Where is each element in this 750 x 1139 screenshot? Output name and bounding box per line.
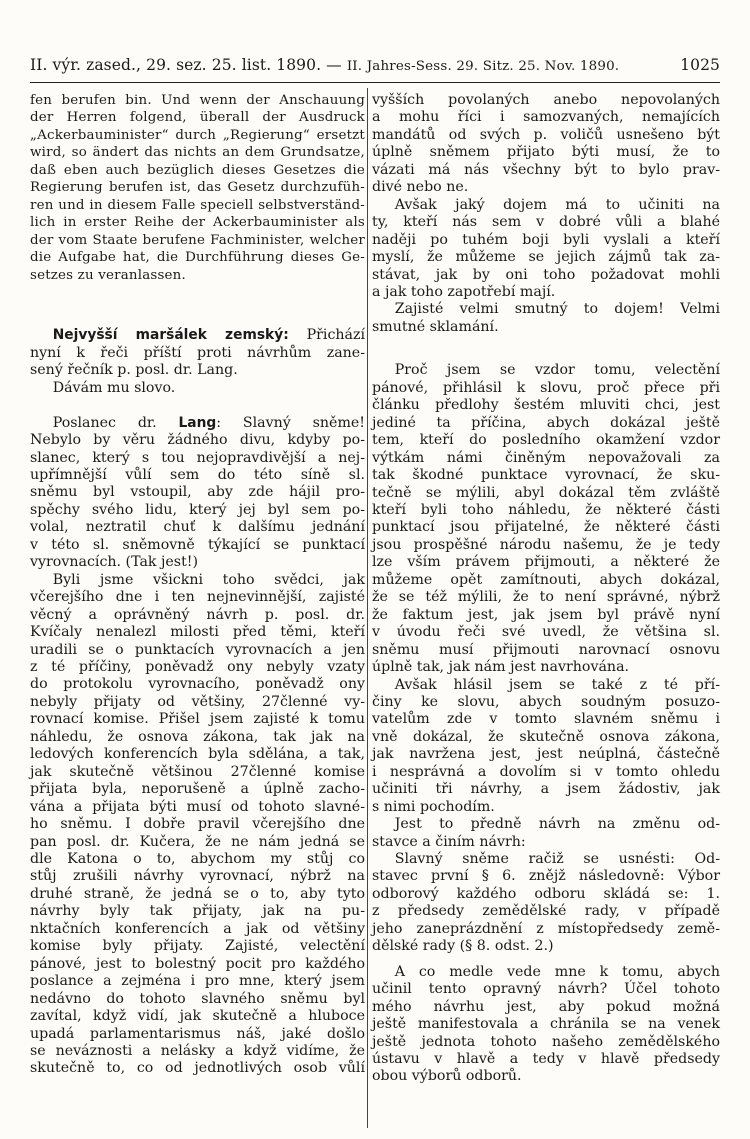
german-line: lich in erster Reihe der Ackerbauminister als — [30, 215, 365, 231]
text-line: ještě jednota tohoto našeho zemědělského — [372, 1033, 720, 1050]
paragraph-p1 — [372, 92, 720, 197]
marshal-line: sený řečník p. posl. dr. Lang. — [30, 362, 238, 379]
speech-line: včerejšího dne i ten nejnevinnější, zajisté — [30, 589, 365, 606]
text-line: že faktum jest, jak jsem byl právě nyní — [372, 606, 720, 623]
speech-line: návrhy byly tak přijaty, jak na pu- — [30, 903, 365, 920]
speech-line: uradili se o punktacích vyrovnacích a jen — [30, 641, 365, 658]
text-line: a jak toho zapotřebí mají. — [372, 283, 556, 300]
text-line: Proč jsem se vzdor tomu, velectění — [394, 362, 720, 379]
german-line: der Herren folgend, überall der Ausdruck — [30, 110, 365, 126]
speech-paragraph — [30, 415, 365, 1078]
text-line: jediné ta příčina, abych dokázal ještě — [372, 414, 720, 431]
text-line: divé nebo ne. — [372, 179, 469, 196]
speech-line: slanec, který s tou nejopravdivější a nej- — [30, 449, 365, 466]
header-rule — [30, 82, 720, 83]
speech-line: druhé straně, že jedná se o to, aby tyto — [30, 885, 365, 902]
text-line: jeho zaneprázdnění z místopředsedy země- — [372, 920, 720, 937]
text-line: úplně tak, jak nám jest navrhována. — [372, 659, 630, 676]
speech-line: poslance a zejména i pro mne, který jsem — [30, 973, 365, 990]
marshal-line: Přichází — [306, 327, 365, 344]
german-line: daß eben auch bezüglich dieses Gesetzes die — [30, 162, 365, 178]
speech-line: z té příčiny, poněvadž ony nebyly vzaty — [30, 659, 365, 676]
text-line: učinil tento opravný návrh? Účel tohoto — [372, 981, 720, 998]
marshal-speaker: Nejvyšší maršálek zemský: — [52, 327, 289, 344]
text-line: A co medle vede mne k tomu, abych — [394, 963, 720, 980]
speech-line: spěchy svého lidu, který jej byl sem po- — [30, 501, 365, 518]
text-line: obou výborů odborů. — [372, 1068, 522, 1085]
text-line: dělské rady (§ 8. odst. 2.) — [372, 938, 554, 955]
text-line: stavce a činím návrh: — [372, 833, 526, 850]
speaker-prefix: Poslanec dr. — [52, 414, 157, 431]
text-line: ústavu v hlavě a tedy v hlavě předsedy — [372, 1051, 720, 1068]
text-line: tem, kteří do posledního okamžení vzdor — [372, 432, 720, 449]
text-line: mandátů od svých p. voličů usnešeno být — [372, 126, 720, 143]
speech-line: upřímnější vůlí sem do této síně sl. — [30, 467, 365, 484]
speech-line: náhledu, že osnova zákona, tak jak na — [30, 728, 365, 745]
speech-line: přijata byla, neporušeně a úplně zacho- — [30, 781, 365, 798]
speech-line: vána a přijata býti musí od tohoto slavné- — [30, 798, 365, 815]
speech-line: upadá parlamentarismus náš, jaké došlo — [30, 1025, 365, 1042]
text-line: sněmu musí přijmouti narovnací osnovu — [372, 641, 720, 658]
column-divider — [367, 88, 368, 1128]
paragraph-p6 — [372, 816, 720, 851]
text-line: úplně sněmem přijato býti musí, že to — [372, 144, 720, 161]
paragraph-p5 — [372, 677, 720, 817]
header-dash: — — [326, 56, 342, 74]
text-line: ty, kteří nás sem v dobré vůli a blahé — [372, 214, 720, 231]
text-line: punktací jsou přijatelné, že některé části — [372, 519, 720, 536]
text-line: mého návrhu jest, aby pokud možná — [372, 998, 720, 1015]
paragraph-p2 — [372, 197, 720, 302]
header-german-title: II. Jahres-Sess. 29. Sitz. 25. Nov. 1890. — [346, 59, 620, 74]
text-line: i nesprávná a dovolím si v tomto ohledu — [372, 763, 720, 780]
text-line: můžeme opět zamítnouti, abych dokázal, — [372, 571, 720, 588]
speech-line: do protokolu vyrovnacího, poněvadž ony — [30, 676, 365, 693]
speech-line: rovnací komise. Přišel jsem zajisté k tomu — [30, 711, 365, 728]
text-line: naději po tuhém boji byli vyslali a kteří — [372, 231, 720, 248]
text-line: Avšak hlásil jsem se také z té pří- — [394, 676, 720, 693]
german-line: der vom Staate berufene Fachminister, welcher — [30, 232, 365, 248]
german-line: „Ackerbauminister“ durch „Regierung“ ersetzt — [30, 127, 365, 143]
text-line: výtkám námi činěným nepovažovali za — [372, 449, 720, 466]
text-line: vatelům zde v tomto slavném sněmu i — [372, 711, 720, 728]
paragraph-p8 — [372, 964, 720, 1086]
right-column — [372, 92, 720, 1086]
text-line: tečně se mýlili, abyl dokázal těm zvláště — [372, 484, 720, 501]
text-line: jsou prospěšné národu našemu, že je tedy — [372, 536, 720, 553]
speech-line: Byli jsme všickni toho svědci, jak — [52, 571, 365, 588]
text-line: jak navržena jest, jest neúplná, částečně — [372, 746, 720, 763]
marshal-line: nyní k řeči příští proti návrhům zane- — [30, 344, 365, 361]
speech-line: ho sněmu. I dobře pravil včerejšího dne — [30, 816, 365, 833]
speech-line: věcný a oprávněný návrh p. posl. dr. — [30, 606, 365, 623]
german-line: Regierung berufen ist, das Gesetz durchzufüh- — [30, 180, 365, 196]
speech-line: nebyly přijaty od většiny, 27členné vy- — [30, 693, 365, 710]
text-line: v úvodu řeči své uvedl, že většina sl. — [372, 624, 720, 641]
speech-line: Kvíčaly nenalezl milosti před těmi, kteří — [30, 624, 365, 641]
german-line: fen berufen bin. Und wenn der Anschauung — [30, 93, 365, 108]
text-line: vyšších povolaných anebo nepovolaných — [372, 92, 720, 108]
text-line: kteří byli toho náhledu, že některé části — [372, 501, 720, 518]
german-paragraph — [30, 92, 365, 284]
speech-line: nedávno do tohoto slavného sněmu byl — [30, 990, 365, 1007]
text-line: že se též mýlili, že to není správné, nýbrž — [372, 589, 720, 606]
speech-line: se neváznosti a nelásky a když vidíme, že — [30, 1042, 365, 1059]
text-line: ještě manifestovala a chránila se na venek — [372, 1016, 720, 1033]
text-line: z předsedy zemědělské rady, v případě — [372, 903, 720, 920]
speech-line: v této sl. sněmovně týkající se punktací — [30, 536, 365, 553]
marshal-paragraph — [30, 327, 365, 397]
speech-line: dle Katona o to, abychom my stůj co — [30, 851, 365, 867]
speech-line: pánové, jest to bolestný pocit pro každého — [30, 955, 365, 972]
text-line: Avšak jaký dojem má to učiniti na — [394, 196, 720, 213]
text-line: činy ke slovu, abych soudným posuzo- — [372, 693, 720, 710]
text-line: Slavný sněme račiž se usnésti: Od- — [394, 851, 720, 868]
text-line: Zajisté velmi smutný to dojem! Velmi — [394, 301, 720, 318]
text-line: myslí, že můžeme se jejich zájmů tak za- — [372, 249, 720, 266]
paragraph-p3 — [372, 301, 720, 336]
speech-line: volal, neztratil chuť k dalšímu jednání — [30, 519, 365, 536]
text-line: pánové, přihlásil k slovu, proč přece při — [372, 379, 720, 396]
speech-line: stůj zrušili návrhy vyrovnací, nýbrž na — [30, 868, 365, 885]
text-line: vně dokázal, že skutečně osnova zákona, — [372, 728, 720, 745]
speech-line: sněmu byl vstoupil, aby zde hájil pro- — [30, 484, 365, 501]
german-line: setzes zu veranlassen. — [30, 267, 186, 283]
speech-line: komise byly přijaty. Zajisté, velectění — [30, 938, 365, 955]
speech-line: skutečně to, co od jednotlivých osob vůlí — [30, 1060, 365, 1077]
paragraph-p7 — [372, 851, 720, 956]
text-line: vázati má nás všechny být to bylo prav- — [372, 161, 720, 178]
german-line: ren und in diesem Falle speciell selbstverständ- — [30, 197, 365, 213]
text-line: s nimi pochodím. — [372, 798, 495, 815]
page-number: 1025 — [680, 56, 720, 74]
header-left-title: II. výr. zased., 29. sez. 25. list. 1890. — [30, 56, 322, 74]
speech-line: vyrovnacích. (Tak jest!) — [30, 554, 199, 571]
speech-line: nktačních konferencích a jak od většiny — [30, 920, 365, 937]
text-line: stavec první § 6. znějž následovně: Výbor — [372, 868, 720, 885]
german-line: wird, so ändert das nichts an dem Grundsatze, — [30, 145, 365, 161]
text-line: tak škodné punktace vyrovnací, že sku- — [372, 467, 720, 484]
text-line: učiniti tři návrhy, a jsem žádostiv, jak — [372, 781, 720, 798]
speech-line: : Slavný sněme! — [216, 414, 365, 431]
text-line: a mohu říci i samozvaných, nemajících — [372, 109, 720, 126]
left-column — [30, 92, 365, 1078]
speech-line: ledových konferencích byla sdělána, a tak, — [30, 746, 365, 763]
speech-line: pan posl. dr. Kučera, že ne nám jedná se — [30, 833, 365, 850]
text-line: stávat, jak by oni toho požadovat mohli — [372, 266, 720, 283]
speech-line: jak skutečně většinou 27členné komise — [30, 763, 365, 780]
speaker-name: Lang — [178, 414, 217, 431]
text-line: lze vším právem přijmouti, a některé že — [372, 554, 720, 571]
german-line: die Aufgabe hat, die Durchführung dieses Ge- — [30, 250, 365, 266]
speech-line: Nebylo by věru žádného divu, kdyby po- — [30, 432, 365, 449]
speech-line: zavítal, když vidí, jak skutečně a hluboce — [30, 1008, 365, 1025]
text-line: článku předlohy šestém mluviti chci, jest — [372, 397, 720, 414]
header-czech — [30, 56, 619, 74]
marshal-line: Dávám mu slovo. — [52, 379, 176, 396]
text-line: Jest to předně návrh na změnu od- — [394, 816, 720, 833]
text-line: smutné sklamání. — [372, 318, 499, 335]
paragraph-p4 — [372, 362, 720, 676]
text-line: odborový každého odboru skládá se: 1. — [372, 885, 720, 902]
